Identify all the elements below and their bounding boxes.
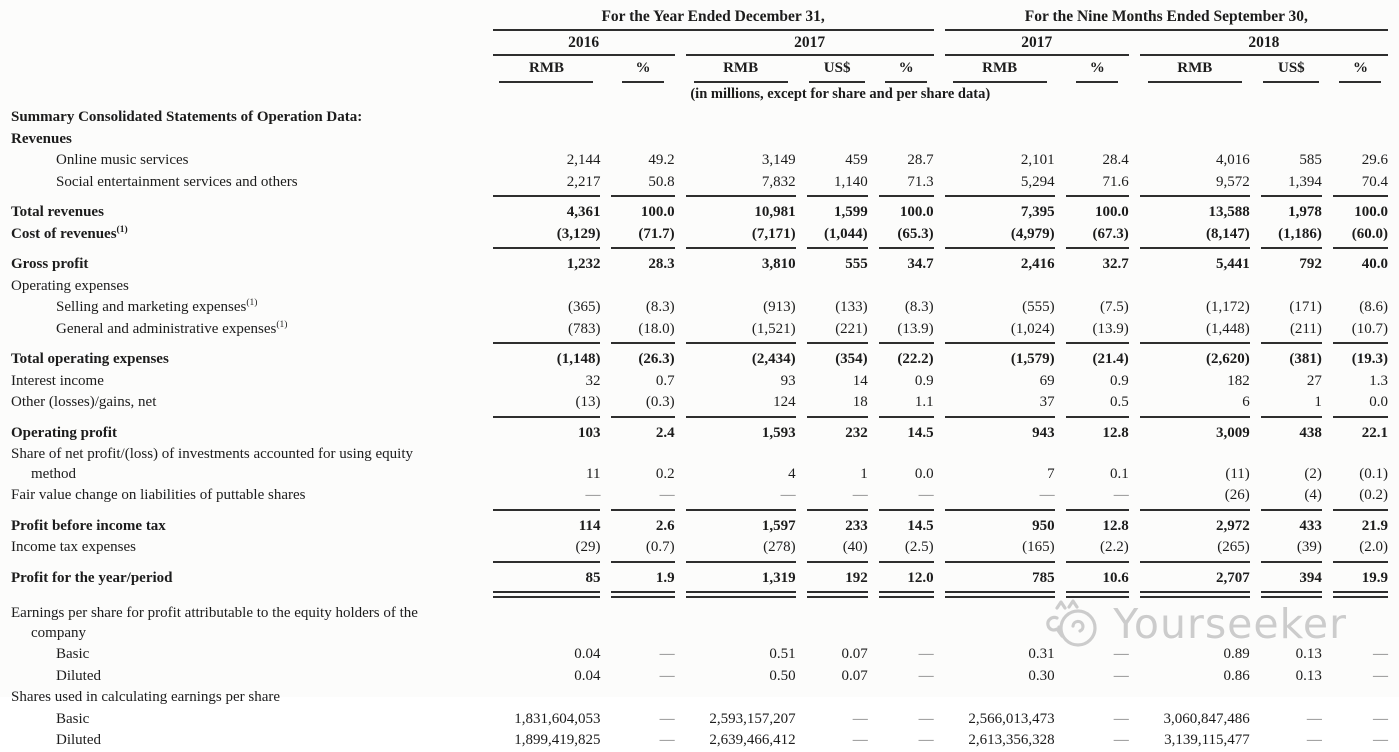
cell-value: 28.3 bbox=[648, 256, 675, 273]
cell-value: 2,416 bbox=[1020, 256, 1055, 273]
cell-value: (40) bbox=[807, 537, 868, 563]
row-label: Profit before income tax bbox=[11, 517, 166, 534]
cell-value: (0.7) bbox=[611, 537, 674, 563]
cell-value: (8.3) bbox=[904, 299, 934, 316]
col-9m2017-rmb: RMB bbox=[945, 56, 1055, 83]
row-label: Online music services bbox=[56, 152, 189, 169]
cell-value: 32.7 bbox=[1102, 256, 1129, 273]
header-spacer bbox=[11, 31, 482, 56]
cell-value: 3,149 bbox=[761, 152, 796, 169]
cell-value: 1.1 bbox=[879, 392, 934, 418]
cell-value: (13.9) bbox=[879, 319, 934, 345]
cell-value: (7.5) bbox=[1100, 299, 1129, 316]
table-row bbox=[11, 730, 1388, 752]
cell-value: (11) bbox=[1225, 465, 1250, 482]
cell-value: 0.5 bbox=[1066, 392, 1129, 418]
row-label: Total revenues bbox=[11, 204, 104, 221]
cell-value: 2.6 bbox=[655, 517, 675, 534]
table-row bbox=[11, 392, 1388, 418]
cell-value: (71.7) bbox=[611, 224, 674, 250]
empty-cells bbox=[493, 107, 1388, 129]
col-9m2018-pct: % bbox=[1333, 56, 1388, 83]
table-row bbox=[11, 598, 1388, 644]
cell-value: 37 bbox=[945, 392, 1055, 418]
cell-value: 50.8 bbox=[611, 172, 674, 198]
cell-value: 21.9 bbox=[1361, 517, 1388, 534]
table-row bbox=[11, 418, 1388, 445]
cell-value: (365) bbox=[567, 299, 601, 316]
cell-value: 2,217 bbox=[493, 172, 601, 198]
cell-value: (913) bbox=[763, 299, 796, 316]
cell-value: 34.7 bbox=[907, 256, 934, 273]
cell-value: — bbox=[659, 667, 675, 684]
cell-value: (67.3) bbox=[1066, 224, 1129, 250]
header-spacer bbox=[11, 0, 482, 31]
cell-value: 12.8 bbox=[1102, 517, 1129, 534]
row-label: Income tax expenses bbox=[11, 539, 136, 556]
cell-value: 1,593 bbox=[761, 424, 796, 441]
table-row bbox=[11, 172, 1388, 198]
cell-value: 3,060,847,486 bbox=[1163, 710, 1250, 727]
cell-value: 1.3 bbox=[1369, 372, 1388, 389]
table-row bbox=[11, 444, 1388, 485]
cell-value: 943 bbox=[1032, 424, 1055, 441]
cell-value: — bbox=[918, 732, 934, 749]
table-row bbox=[11, 150, 1388, 172]
table-row bbox=[11, 709, 1388, 731]
cell-value: 124 bbox=[686, 392, 796, 418]
cell-value: — bbox=[807, 485, 868, 511]
cell-value: 29.6 bbox=[1361, 152, 1388, 169]
table-row bbox=[11, 319, 1388, 345]
col-2017-pct: % bbox=[879, 56, 934, 83]
cell-value: — bbox=[945, 485, 1055, 511]
table-row bbox=[11, 563, 1388, 599]
col-2017-rmb: RMB bbox=[686, 56, 796, 83]
cell-value: (8.3) bbox=[645, 299, 675, 316]
col-2016-pct: % bbox=[611, 56, 674, 83]
cell-value: 2,613,356,328 bbox=[968, 732, 1055, 749]
cell-value: (7,171) bbox=[686, 224, 796, 250]
cell-value: 950 bbox=[1032, 517, 1055, 534]
cell-value: — bbox=[1306, 732, 1322, 749]
cell-value: — bbox=[659, 732, 675, 749]
cell-value: 1,831,604,053 bbox=[514, 710, 601, 727]
cell-value: (2,620) bbox=[1206, 351, 1250, 368]
row-label: Diluted bbox=[56, 667, 101, 684]
empty-cells bbox=[493, 687, 1388, 709]
header-year-row bbox=[11, 31, 1388, 56]
cell-value: (0.3) bbox=[611, 392, 674, 418]
cell-value: 85 bbox=[493, 563, 601, 599]
cell-value: 100.0 bbox=[899, 204, 934, 221]
cell-value: 0.0 bbox=[1333, 392, 1388, 418]
cell-value: 232 bbox=[845, 424, 868, 441]
cell-value: (221) bbox=[807, 319, 868, 345]
cell-value: (133) bbox=[835, 299, 868, 316]
cell-value: 0.13 bbox=[1295, 646, 1322, 663]
cell-value: 12.8 bbox=[1102, 424, 1129, 441]
cell-value: 10.6 bbox=[1066, 563, 1129, 599]
cell-value: (4,979) bbox=[945, 224, 1055, 250]
cell-value: (1,148) bbox=[556, 351, 601, 368]
row-label: Operating profit bbox=[11, 424, 117, 441]
cell-value: (211) bbox=[1261, 319, 1322, 345]
table-row bbox=[11, 644, 1388, 666]
cell-value: (65.3) bbox=[879, 224, 934, 250]
cell-value: — bbox=[918, 710, 934, 727]
units-note-row bbox=[11, 83, 1388, 108]
header-spacer bbox=[11, 83, 482, 108]
row-label: General and administrative expenses$^{(1)}$ bbox=[56, 319, 288, 337]
cell-value: — bbox=[1373, 710, 1388, 727]
cell-value: 0.31 bbox=[1028, 646, 1055, 663]
cell-value: 2,144 bbox=[566, 152, 601, 169]
cell-value: 71.6 bbox=[1066, 172, 1129, 198]
row-label: Share of net profit/(loss) of investments accounted for using equity method bbox=[11, 446, 413, 482]
year-2017: 2017 bbox=[686, 31, 934, 56]
cell-value: 2.4 bbox=[655, 424, 675, 441]
row-label: Cost of revenues$^{(1)}$ bbox=[11, 224, 128, 242]
cell-value: — bbox=[852, 732, 868, 749]
cell-value: (1,172) bbox=[1206, 299, 1250, 316]
cell-value: 71.3 bbox=[879, 172, 934, 198]
cell-value: 4 bbox=[788, 465, 796, 482]
cell-value: (29) bbox=[493, 537, 601, 563]
year-2016: 2016 bbox=[493, 31, 675, 56]
table-row bbox=[11, 107, 1388, 129]
cell-value: 18 bbox=[807, 392, 868, 418]
table-row bbox=[11, 129, 1388, 151]
cell-value: 0.9 bbox=[1110, 372, 1129, 389]
cell-value: (26.3) bbox=[638, 351, 675, 368]
col-2017-usd: US$ bbox=[807, 56, 868, 83]
cell-value: (555) bbox=[1022, 299, 1055, 316]
cell-value: 114 bbox=[578, 517, 601, 534]
cell-value: 28.4 bbox=[1102, 152, 1129, 169]
table-row bbox=[11, 485, 1388, 511]
row-label: Operating expenses bbox=[11, 277, 129, 294]
cell-value: (2) bbox=[1304, 465, 1322, 482]
watermark-text: Yourseeker bbox=[1113, 600, 1347, 648]
cell-value: (265) bbox=[1140, 537, 1250, 563]
cell-value: (19.3) bbox=[1351, 351, 1388, 368]
cell-value: 2,101 bbox=[1020, 152, 1055, 169]
cell-value: — bbox=[1373, 732, 1388, 749]
row-label: Revenues bbox=[11, 130, 72, 147]
cell-value: (165) bbox=[945, 537, 1055, 563]
cell-value: 6 bbox=[1140, 392, 1250, 418]
cell-value: — bbox=[686, 485, 796, 511]
cell-value: 2,593,157,207 bbox=[709, 710, 796, 727]
nine-months-2018: 2018 bbox=[1140, 31, 1388, 56]
cell-value: 0.89 bbox=[1223, 646, 1250, 663]
cell-value: 1,597 bbox=[761, 517, 796, 534]
cell-value: — bbox=[1373, 667, 1388, 684]
table-row bbox=[11, 371, 1388, 393]
cell-value: 0.04 bbox=[574, 646, 601, 663]
table-row bbox=[11, 687, 1388, 709]
cell-value: 32 bbox=[585, 372, 601, 389]
row-label: Summary Consolidated Statements of Operation Data: bbox=[11, 109, 363, 126]
cell-value: (2.2) bbox=[1066, 537, 1129, 563]
cell-value: (8.6) bbox=[1359, 299, 1388, 316]
cell-value: — bbox=[879, 485, 934, 511]
cell-value: (13) bbox=[493, 392, 601, 418]
cell-value: (8,147) bbox=[1140, 224, 1250, 250]
cell-value: 0.13 bbox=[1295, 667, 1322, 684]
cell-value: 69 bbox=[1039, 372, 1055, 389]
header-spacer bbox=[11, 56, 482, 83]
cell-value: 0.50 bbox=[769, 667, 796, 684]
cell-value: 27 bbox=[1306, 372, 1322, 389]
cell-value: 103 bbox=[577, 424, 601, 441]
cell-value: (171) bbox=[1289, 299, 1322, 316]
cell-value: 0.51 bbox=[769, 646, 796, 663]
cell-value: 100.0 bbox=[1095, 204, 1129, 221]
cell-value: 13,588 bbox=[1208, 204, 1250, 221]
cell-value: — bbox=[1066, 485, 1129, 511]
cell-value: 0.0 bbox=[914, 465, 934, 482]
cell-value: (13.9) bbox=[1066, 319, 1129, 345]
cell-value: 2,707 bbox=[1140, 563, 1250, 599]
cell-value: 7,832 bbox=[686, 172, 796, 198]
cell-value: 10,981 bbox=[754, 204, 796, 221]
cell-value: — bbox=[852, 710, 868, 727]
cell-value: (381) bbox=[1289, 351, 1322, 368]
row-label: Interest income bbox=[11, 372, 104, 389]
row-label: Total operating expenses bbox=[11, 351, 169, 368]
cell-value: (0.2) bbox=[1333, 485, 1388, 511]
cell-value: — bbox=[659, 646, 675, 663]
cell-value: (354) bbox=[835, 351, 868, 368]
cell-value: 0.2 bbox=[655, 465, 675, 482]
col-2016-rmb: RMB bbox=[493, 56, 601, 83]
table-row bbox=[11, 197, 1388, 224]
units-note-cell bbox=[493, 83, 1388, 108]
table-row bbox=[11, 344, 1388, 371]
cell-value: (1,448) bbox=[1140, 319, 1250, 345]
cell-value: 2,566,013,473 bbox=[968, 710, 1055, 727]
cell-value: 585 bbox=[1299, 152, 1322, 169]
cell-value: 93 bbox=[780, 372, 796, 389]
cell-value: 0.1 bbox=[1110, 465, 1129, 482]
row-label: Diluted bbox=[56, 732, 101, 749]
cell-value: (2.0) bbox=[1333, 537, 1388, 563]
cell-value: 4,361 bbox=[566, 204, 601, 221]
period-group-year-ended: For the Year Ended December 31, bbox=[493, 0, 934, 31]
table-row bbox=[11, 224, 1388, 250]
table-row bbox=[11, 511, 1388, 538]
cell-value: 2,972 bbox=[1216, 517, 1250, 534]
cell-value: 5,294 bbox=[945, 172, 1055, 198]
cell-value: — bbox=[493, 485, 601, 511]
cell-value: 28.7 bbox=[907, 152, 934, 169]
cell-value: — bbox=[1373, 646, 1388, 663]
col-9m2017-pct: % bbox=[1066, 56, 1129, 83]
cell-value: — bbox=[918, 646, 934, 663]
cell-value: 792 bbox=[1299, 256, 1322, 273]
cell-value: 70.4 bbox=[1333, 172, 1388, 198]
cell-value: (1,044) bbox=[807, 224, 868, 250]
cell-value: 49.2 bbox=[648, 152, 675, 169]
cell-value: 3,009 bbox=[1216, 424, 1250, 441]
cell-value: 19.9 bbox=[1333, 563, 1388, 599]
cell-value: (26) bbox=[1140, 485, 1250, 511]
row-label: Fair value change on liabilities of puttable shares bbox=[11, 487, 306, 504]
cell-value: 1 bbox=[1261, 392, 1322, 418]
cell-value: 182 bbox=[1227, 372, 1250, 389]
cell-value: 394 bbox=[1261, 563, 1322, 599]
cell-value: 1,319 bbox=[686, 563, 796, 599]
cell-value: (22.2) bbox=[897, 351, 934, 368]
row-label: Profit for the year/period bbox=[11, 569, 173, 586]
cell-value: 22.1 bbox=[1361, 424, 1388, 441]
cell-value: (21.4) bbox=[1092, 351, 1129, 368]
cell-value: 0.7 bbox=[655, 372, 675, 389]
row-label: Selling and marketing expenses$^{(1)}$ bbox=[56, 298, 258, 316]
cell-value: (278) bbox=[686, 537, 796, 563]
cell-value: — bbox=[659, 710, 675, 727]
cell-value: — bbox=[918, 667, 934, 684]
cell-value: 1.9 bbox=[611, 563, 674, 599]
cell-value: 5,441 bbox=[1216, 256, 1250, 273]
cell-value: (18.0) bbox=[611, 319, 674, 345]
table-row bbox=[11, 537, 1388, 563]
units-note: (in millions, except for share and per share data) bbox=[690, 85, 991, 102]
cell-value: 459 bbox=[845, 152, 868, 169]
cell-value: 438 bbox=[1299, 424, 1322, 441]
cell-value: 1,394 bbox=[1261, 172, 1322, 198]
cell-value: (39) bbox=[1261, 537, 1322, 563]
cell-value: — bbox=[1113, 646, 1129, 663]
table-row bbox=[11, 666, 1388, 688]
cell-value: 0.04 bbox=[574, 667, 601, 684]
cell-value: (2.5) bbox=[879, 537, 934, 563]
empty-cells bbox=[493, 129, 1388, 151]
row-label: Social entertainment services and others bbox=[56, 173, 298, 190]
cell-value: 0.07 bbox=[841, 646, 868, 663]
cell-value: 555 bbox=[845, 256, 868, 273]
cell-value: 233 bbox=[845, 517, 868, 534]
cell-value: 14.5 bbox=[907, 424, 934, 441]
table-row bbox=[11, 276, 1388, 298]
table-row bbox=[11, 297, 1388, 319]
cell-value: (4) bbox=[1261, 485, 1322, 511]
cell-value: — bbox=[1113, 710, 1129, 727]
cell-value: 4,016 bbox=[1216, 152, 1250, 169]
table-row bbox=[11, 249, 1388, 276]
cell-value: 0.07 bbox=[841, 667, 868, 684]
cell-value: 100.0 bbox=[1354, 204, 1388, 221]
cell-value: (10.7) bbox=[1333, 319, 1388, 345]
period-group-nine-months: For the Nine Months Ended September 30, bbox=[945, 0, 1388, 31]
cell-value: 12.0 bbox=[879, 563, 934, 599]
cell-value: 0.30 bbox=[1028, 667, 1055, 684]
row-label: Gross profit bbox=[11, 256, 89, 273]
cell-value: (0.1) bbox=[1359, 465, 1388, 482]
row-label: Earnings per share for profit attributable to the equity holders of the company bbox=[11, 605, 418, 641]
cell-value: (1,521) bbox=[686, 319, 796, 345]
cell-value: 14 bbox=[852, 372, 868, 389]
empty-cells bbox=[493, 276, 1388, 298]
row-label: Other (losses)/gains, net bbox=[11, 394, 157, 411]
cell-value: 9,572 bbox=[1140, 172, 1250, 198]
cell-value: 192 bbox=[807, 563, 868, 599]
header-currency-row bbox=[11, 56, 1388, 83]
cell-value: — bbox=[1306, 710, 1322, 727]
cell-value: 3,139,115,477 bbox=[1164, 732, 1250, 749]
cell-value: — bbox=[611, 485, 674, 511]
empty-cells bbox=[493, 598, 1388, 644]
col-9m2018-rmb: RMB bbox=[1140, 56, 1250, 83]
cell-value: 1,140 bbox=[807, 172, 868, 198]
cell-value: 1,978 bbox=[1288, 204, 1322, 221]
cell-value: 1,899,419,825 bbox=[514, 732, 601, 749]
cell-value: (1,186) bbox=[1261, 224, 1322, 250]
nine-months-2017: 2017 bbox=[945, 31, 1129, 56]
header-period-row bbox=[11, 0, 1388, 31]
cell-value: 7 bbox=[1047, 465, 1055, 482]
cell-value: 7,395 bbox=[1020, 204, 1055, 221]
row-label: Basic bbox=[56, 710, 90, 727]
cell-value: 0.86 bbox=[1223, 667, 1250, 684]
cell-value: — bbox=[1113, 667, 1129, 684]
cell-value: 1 bbox=[860, 465, 868, 482]
cell-value: 3,810 bbox=[761, 256, 796, 273]
cell-value: (1,024) bbox=[945, 319, 1055, 345]
col-9m2018-usd: US$ bbox=[1261, 56, 1322, 83]
cell-value: 1,599 bbox=[833, 204, 868, 221]
row-label: Basic bbox=[56, 646, 90, 663]
row-label: Shares used in calculating earnings per share bbox=[11, 689, 281, 706]
cell-value: (3,129) bbox=[493, 224, 601, 250]
cell-value: (783) bbox=[493, 319, 601, 345]
cell-value: 1,232 bbox=[566, 256, 601, 273]
cell-value: 785 bbox=[945, 563, 1055, 599]
cell-value: 40.0 bbox=[1361, 256, 1388, 273]
cell-value: 14.5 bbox=[907, 517, 934, 534]
cell-value: 2,639,466,412 bbox=[709, 732, 796, 749]
cell-value: 433 bbox=[1299, 517, 1322, 534]
cell-value: 0.9 bbox=[914, 372, 934, 389]
cell-value: (60.0) bbox=[1333, 224, 1388, 250]
cell-value: (1,579) bbox=[1010, 351, 1055, 368]
cell-value: (2,434) bbox=[751, 351, 796, 368]
cell-value: 100.0 bbox=[640, 204, 675, 221]
cell-value: — bbox=[1113, 732, 1129, 749]
cell-value: 11 bbox=[586, 465, 601, 482]
